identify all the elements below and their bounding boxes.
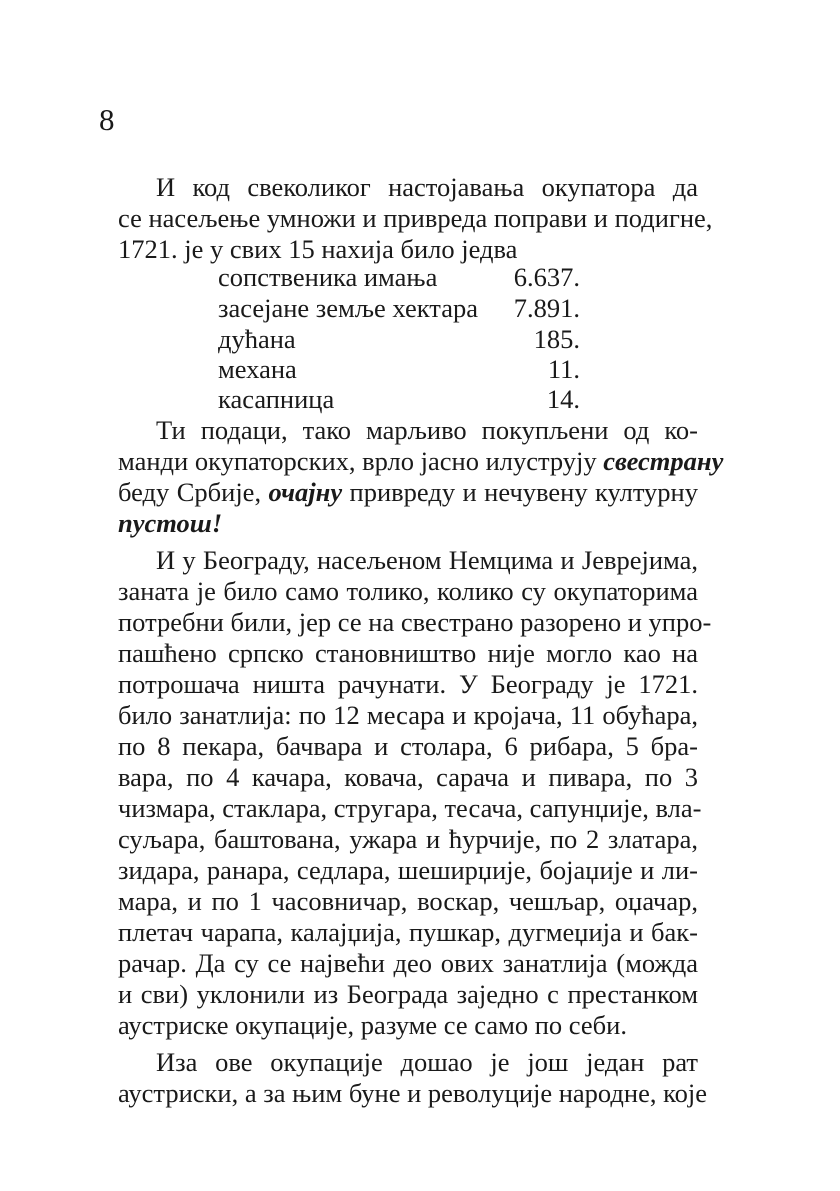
text-line: Ти подаци, тако марљиво покупљени од ко- — [156, 415, 698, 445]
table-row — [218, 326, 580, 353]
emphasis: пустош! — [118, 508, 223, 538]
text-line: по 8 пекара, бачвара и столара, 6 рибара, 5 бра- — [118, 731, 698, 761]
text-line: плетач чарапа, калајџија, пушкар, дугмеџија и бак- — [118, 917, 698, 947]
emphasis: свестрану — [603, 446, 724, 476]
text-line: вара, по 4 качара, ковача, сарача и пивара, по 3 — [118, 762, 698, 792]
text-line: било занатлија: по 12 месара и кројача, 11 обућара, — [118, 700, 698, 730]
text-line — [118, 446, 724, 476]
text-run: беду Србије, — [118, 477, 269, 507]
table-row — [218, 264, 580, 291]
table-label: механа — [218, 354, 297, 384]
table-value: 11. — [547, 354, 580, 384]
table-value: 6.637. — [513, 262, 580, 292]
emphasis: очајну — [268, 477, 343, 507]
table-row — [218, 295, 580, 322]
text-line: суљара, баштована, ужара и ћурчије, по 2 златара, — [118, 824, 698, 854]
page-number: 8 — [99, 102, 115, 137]
text-line: аустриске окупације, разуме се само по себи. — [118, 1010, 627, 1040]
text-line: пашћено српско становништво није могло као на — [118, 638, 698, 668]
text-line: рачар. Да су се највећи део ових занатлија (можда — [118, 948, 698, 978]
text-line: заната је било само толико, колико су окупаторима — [118, 576, 698, 606]
text-run: привреду и нечувену културну — [342, 477, 698, 507]
text-line: аустриски, а за њим буне и револуције народне, које — [118, 1078, 708, 1108]
text-line — [118, 510, 698, 537]
text-line — [118, 479, 698, 506]
text-line: зидара, ранара, седлара, шеширџије, бојаџије и ли- — [118, 855, 698, 885]
table-label: дућана — [218, 324, 296, 354]
text-run: манди окупаторских, врло јасно илуструју — [118, 446, 604, 476]
table-value: 14. — [546, 384, 580, 414]
table-row — [218, 386, 580, 413]
table-value: 185. — [533, 324, 580, 354]
text-line: И у Београду, насељеном Немцима и Јеврејима, — [156, 545, 698, 575]
text-line: мара, и по 1 часовничар, воскар, чешљар, оџачар, — [118, 886, 698, 916]
text-line: потребни били, јер се на свестрано разорено и упро- — [118, 607, 712, 637]
table-label: засејане земље хектара — [218, 293, 478, 323]
table-row — [218, 356, 580, 383]
table-label: касапница — [218, 384, 335, 414]
text-line: Иза ове окупације дошао је још један рат — [156, 1047, 698, 1077]
table-value: 7.891. — [513, 293, 580, 323]
text-line: потрошача ништа рачунати. У Београду је 1721. — [118, 669, 698, 699]
text-line: се насељење умножи и привреда поправи и подигне, — [118, 203, 713, 233]
text-line: 1721. је у свих 15 нахија било једва — [118, 234, 518, 264]
text-line: чизмара, стаклара, стругара, тесача, сапунџије, вла- — [118, 793, 702, 823]
text-line: и сви) уклонили из Београда заједно с престанком — [118, 979, 698, 1009]
text-line: И код свеколиког настојавања окупатора да — [156, 172, 698, 202]
table-label: сопственика имања — [218, 262, 438, 292]
